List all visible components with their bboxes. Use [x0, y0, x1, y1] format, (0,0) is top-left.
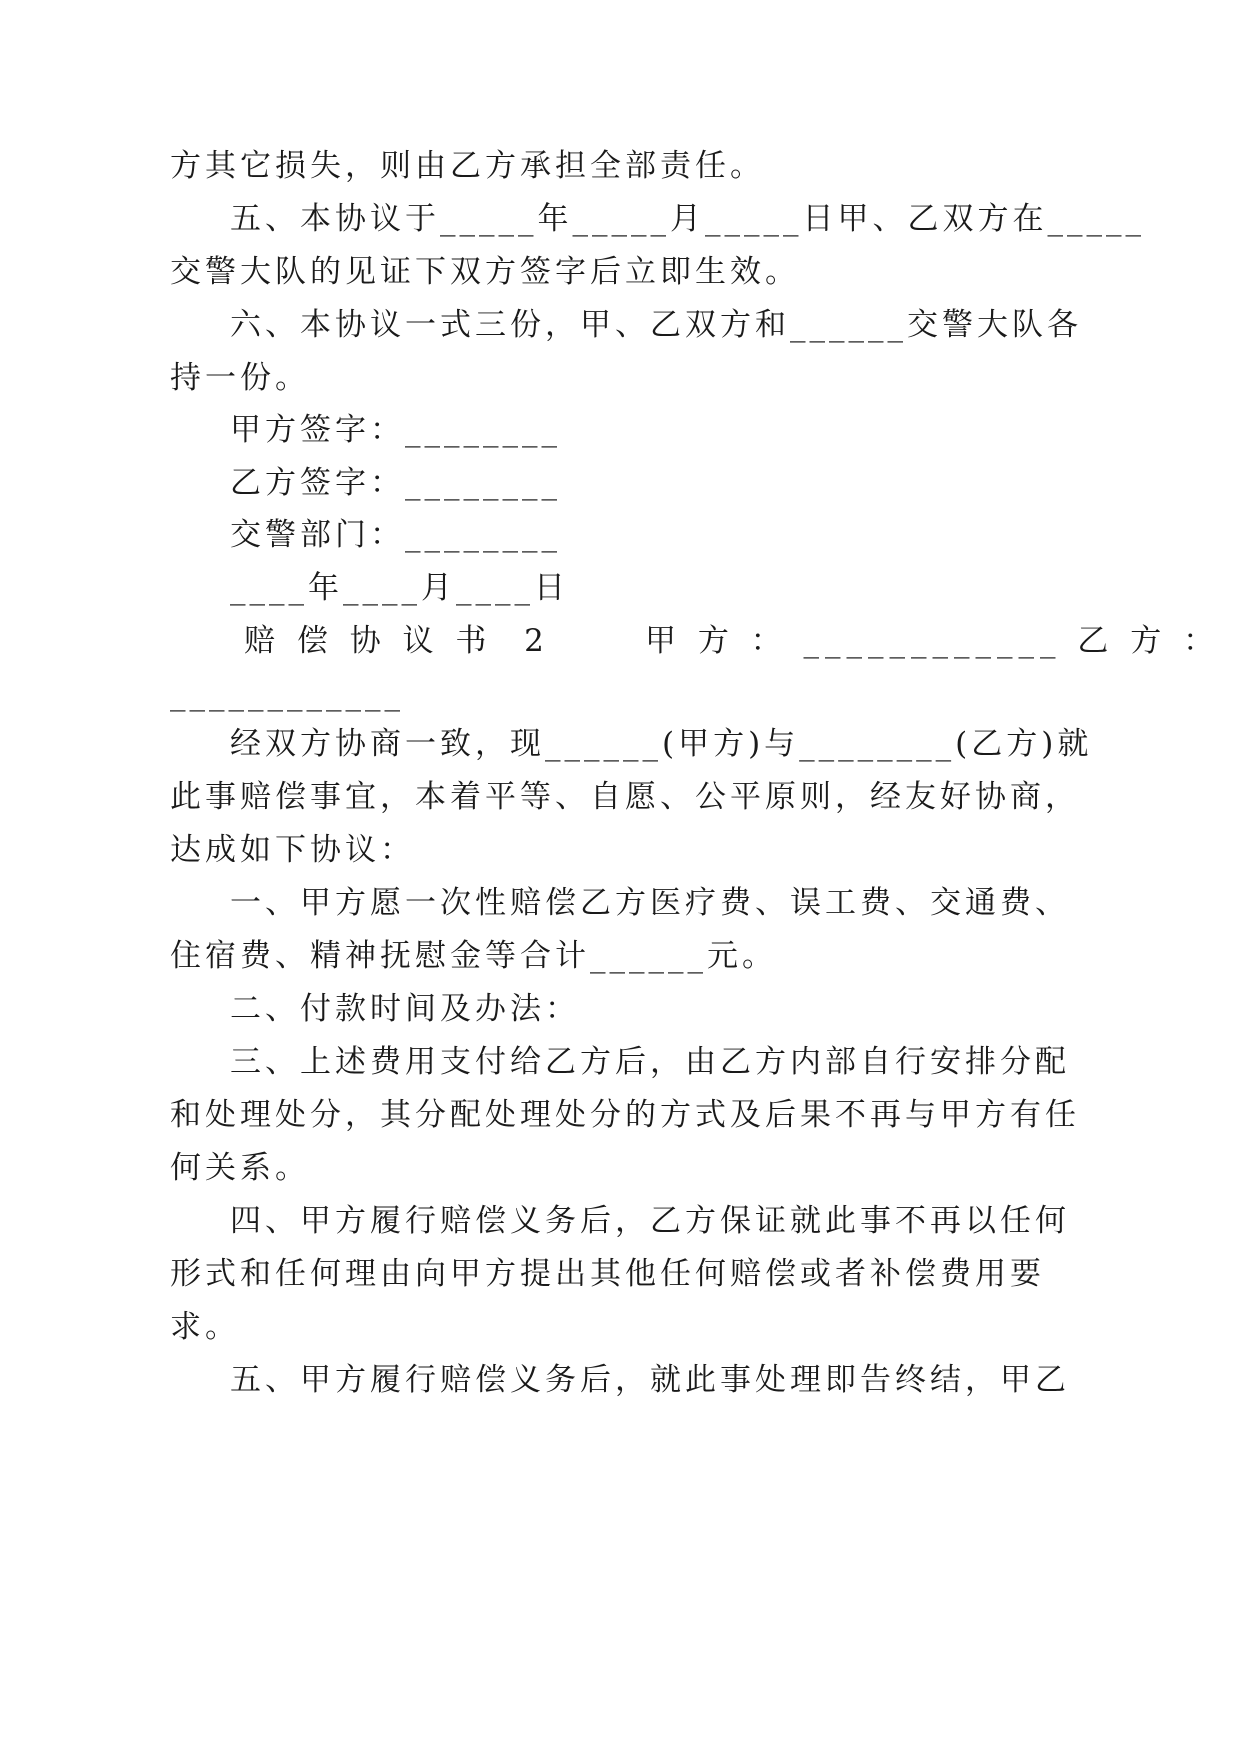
text-line: 五、甲方履行赔偿义务后，就此事处理即告终结，甲乙 [230, 1362, 1070, 1398]
text-line: 形式和任何理由向甲方提出其他任何赔偿或者补偿费用要 [170, 1256, 1045, 1292]
text-line: 此事赔偿事宜，本着平等、自愿、公平原则，经友好协商， [170, 779, 1080, 815]
text-line: 一、甲方愿一次性赔偿乙方医疗费、误工费、交通费、 [230, 885, 1070, 921]
signature-line-police: 交警部门：________ [230, 517, 561, 553]
text-line: 二、付款时间及办法： [230, 991, 580, 1027]
text-line: ____________ [170, 676, 404, 712]
text-line: 何关系。 [170, 1150, 310, 1186]
signature-line-party-a: 甲方签字：________ [230, 412, 561, 448]
signature-line-party-b: 乙方签字：________ [230, 465, 561, 501]
text-line: 持一份。 [170, 360, 310, 396]
text-line: 方其它损失，则由乙方承担全部责任。 [170, 148, 765, 184]
text-line: 四、甲方履行赔偿义务后，乙方保证就此事不再以任何 [230, 1203, 1070, 1239]
agreement-title-line: 赔 偿 协 议 书 2 甲 方 ： ____________ 乙 方 ： [244, 623, 1221, 659]
text-line: 住宿费、精神抚慰金等合计______元。 [170, 938, 777, 974]
text-line: 五、本协议于_____年_____月_____日甲、乙双方在_____ [230, 201, 1145, 237]
text-line: 求。 [170, 1309, 240, 1345]
text-line: 交警大队的见证下双方签字后立即生效。 [170, 254, 800, 290]
text-line: 达成如下协议： [170, 832, 415, 868]
text-line: 三、上述费用支付给乙方后，由乙方内部自行安排分配 [230, 1044, 1070, 1080]
text-line: 六、本协议一式三份，甲、乙双方和______交警大队各 [230, 307, 1082, 343]
date-line: ____年____月____日 [230, 570, 569, 606]
text-line: 和处理处分，其分配处理处分的方式及后果不再与甲方有任 [170, 1097, 1080, 1133]
text-line: 经双方协商一致，现______(甲方)与________(乙方)就 [230, 726, 1093, 762]
